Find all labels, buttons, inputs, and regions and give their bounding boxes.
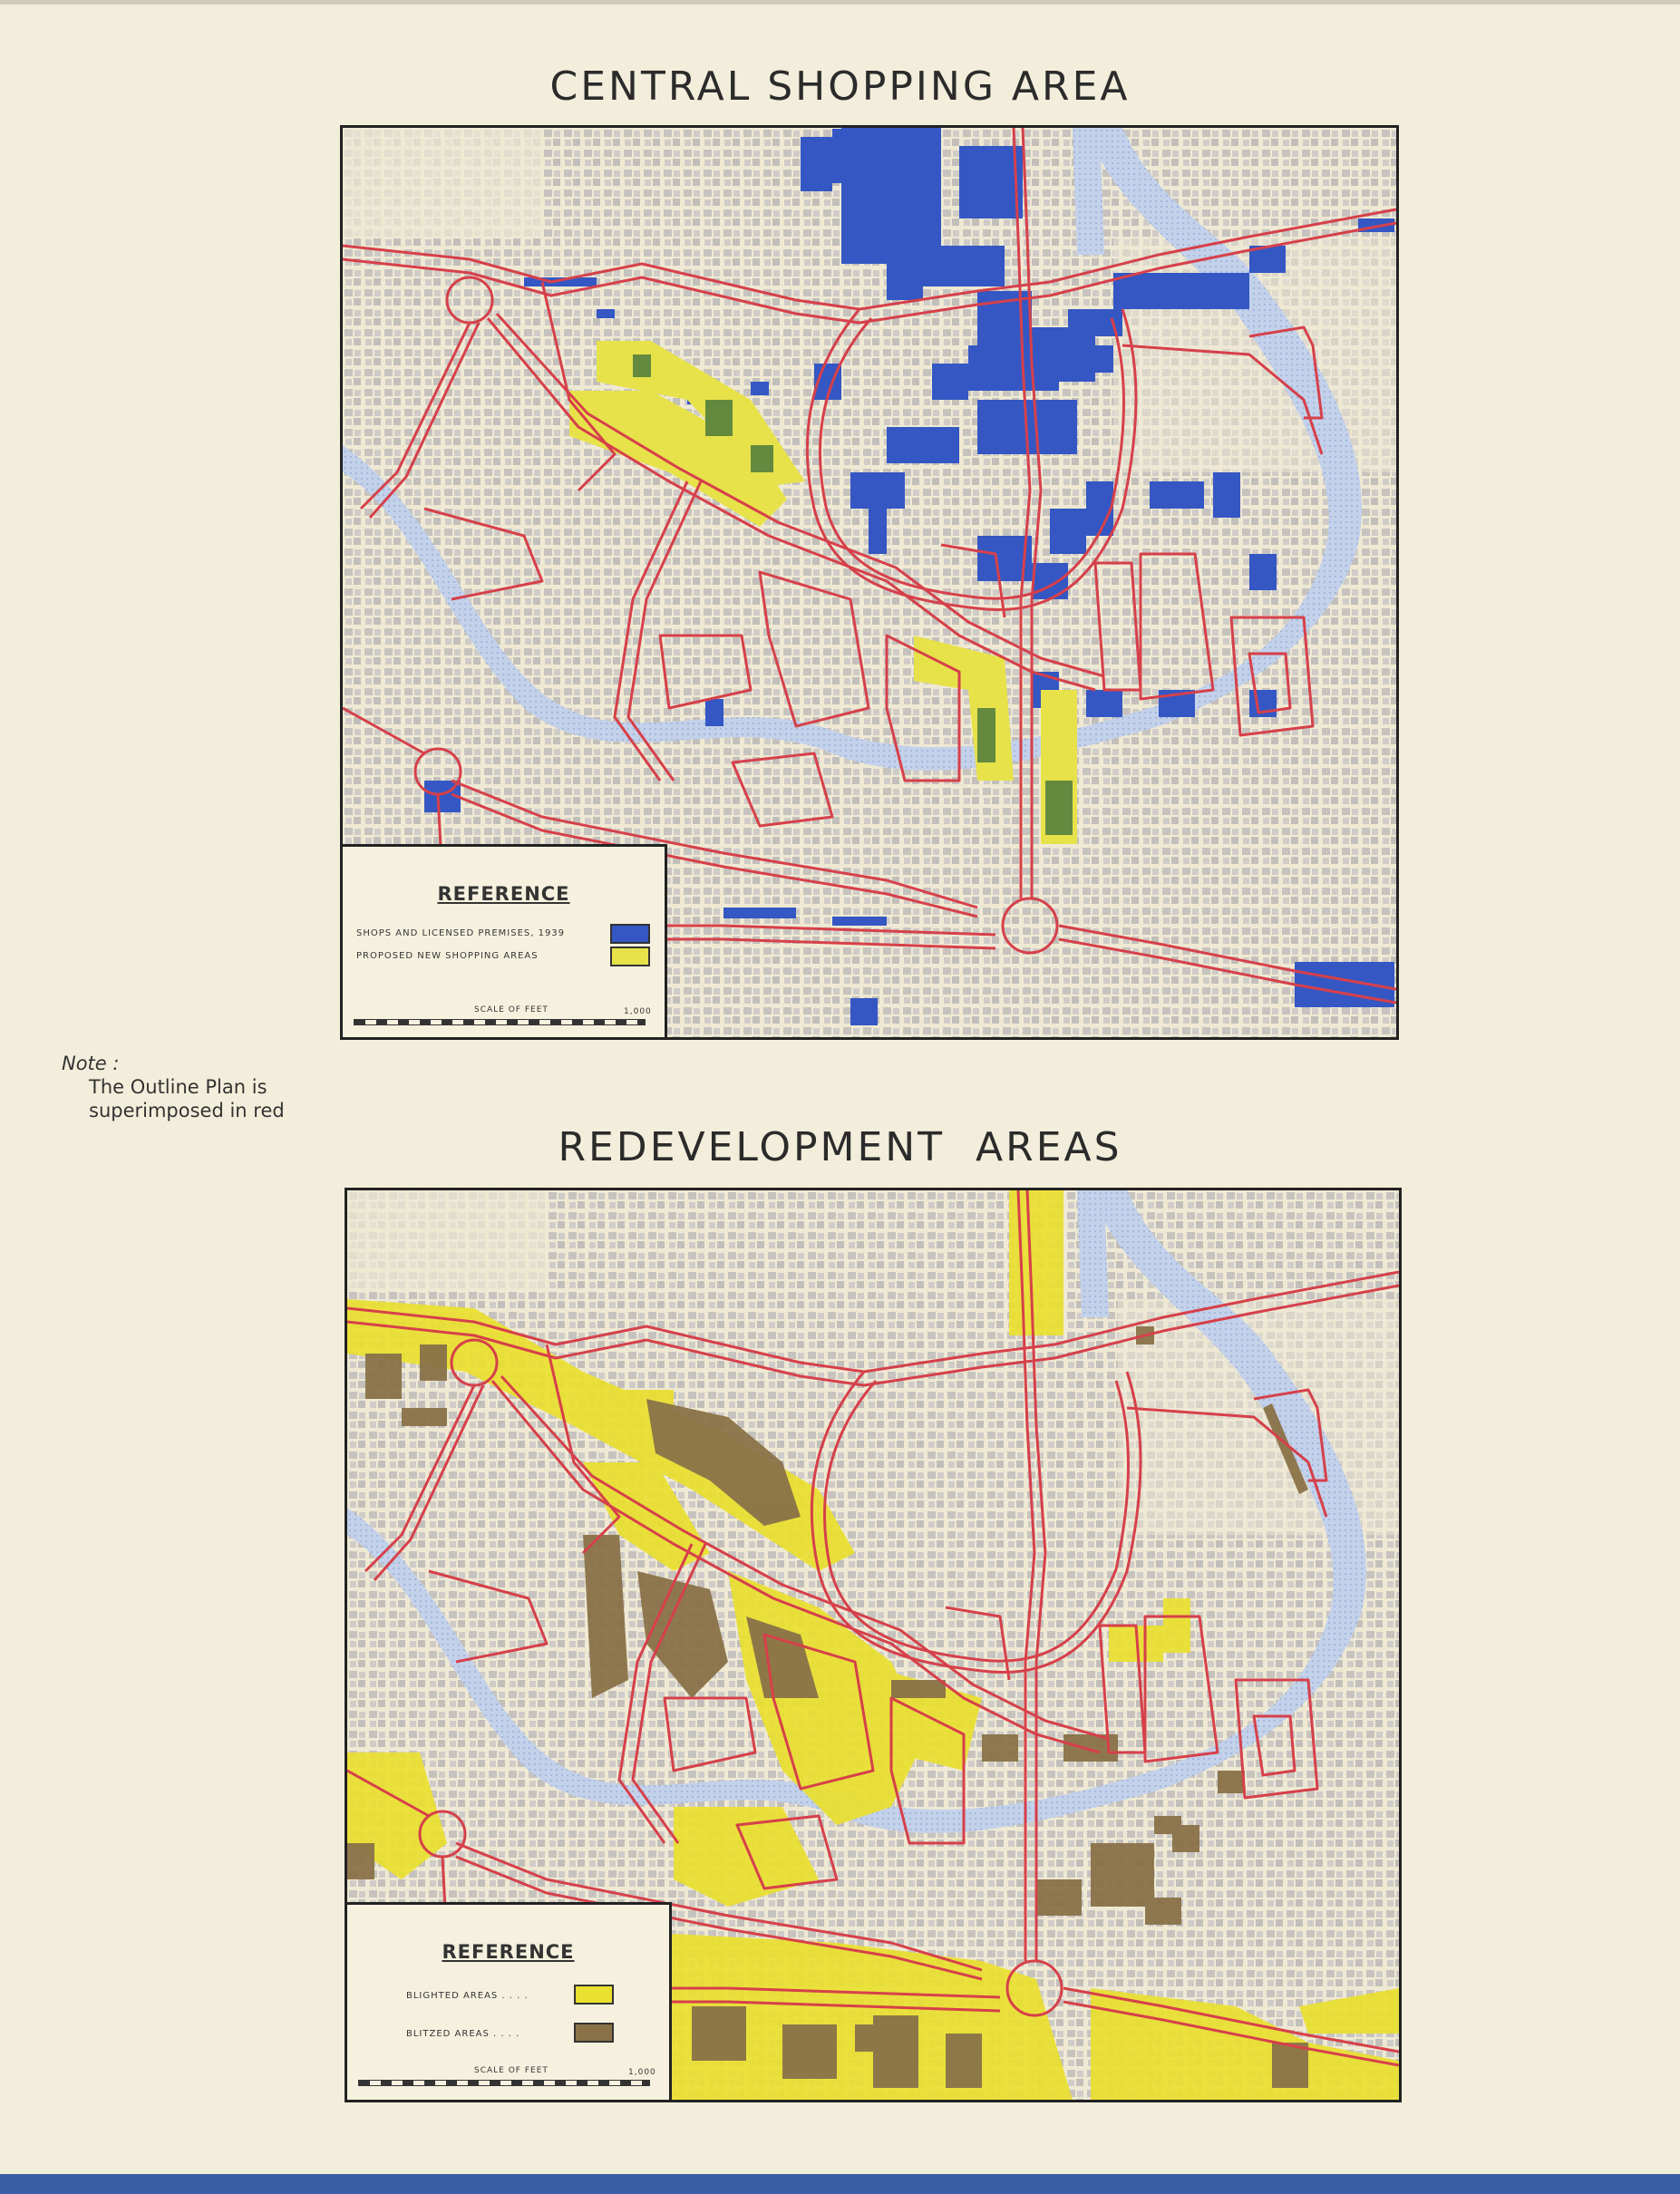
map1-reference-title: REFERENCE [437,883,570,905]
map2-scale-label: SCALE OF FEET [474,2066,549,2075]
map2-legend-blitzed-label: BLITZED AREAS . . . . [406,2029,520,2039]
map2-reference-title: REFERENCE [442,1941,575,1963]
central-shopping-map [340,125,1399,1040]
note-label: Note : [62,1053,120,1074]
map2-scale-bar [358,2080,650,2086]
redevelopment-map [345,1188,1402,2102]
note-line-1: The Outline Plan is [89,1076,267,1098]
map2-legend-blighted-label: BLIGHTED AREAS . . . . [406,1991,529,2001]
bottom-edge [0,2174,1680,2194]
map1-legend-shops-swatch [610,924,650,944]
map2-legend-blitzed-swatch [574,2023,614,2043]
map1-scale-label: SCALE OF FEET [474,1005,549,1014]
map1-legend-proposed-swatch [610,947,650,966]
map1-legend-shops-label: SHOPS AND LICENSED PREMISES, 1939 [356,928,566,938]
top-edge [0,0,1680,5]
map2-reference-box [347,1902,672,2100]
map1-scale-bar [354,1019,646,1025]
map1-legend-proposed-label: PROPOSED NEW SHOPPING AREAS [356,951,539,961]
map2-title: REDEVELOPMENT AREAS [558,1124,1122,1170]
map1-title: CENTRAL SHOPPING AREA [549,63,1131,110]
map2-legend-blighted-swatch [574,1985,614,2005]
map1-reference-box [343,844,667,1037]
note [62,1052,285,1122]
map2-scale-end: 1,000 [628,2068,656,2077]
map1-scale-end: 1,000 [624,1007,652,1016]
note-line-2: superimposed in red [89,1100,285,1121]
